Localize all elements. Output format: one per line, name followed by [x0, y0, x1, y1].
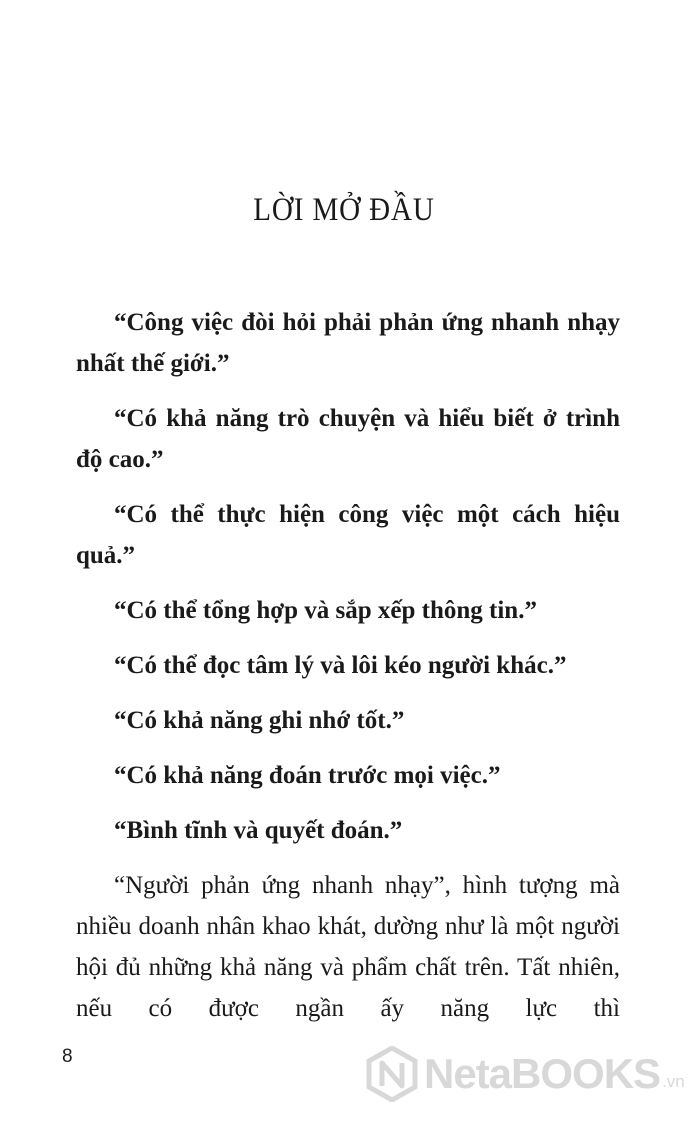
quote-6: “Có khả năng ghi nhớ tốt.” — [114, 707, 405, 734]
quote-1: “Công việc đòi hỏi phải phản ứng nhanh nhạy nhất thế giới.” — [76, 309, 620, 377]
quote-7: “Có khả năng đoán trước mọi việc.” — [114, 762, 501, 789]
netabooks-logo-icon — [366, 1046, 418, 1102]
page-number: 8 — [62, 1046, 73, 1067]
quote-4: “Có thể tổng hợp và sắp xếp thông tin.” — [114, 597, 537, 624]
page-title: LỜI MỞ ĐẦU — [253, 192, 435, 228]
watermark-suffix: .vn — [662, 1072, 685, 1091]
watermark — [366, 1044, 685, 1104]
watermark-brand: NetaBOOKS — [424, 1050, 661, 1097]
body-paragraph: “Người phản ứng nhanh nhạy”, hình tượng mà nhiều doanh nhân khao khát, dường như là một người hội đủ những khả năng và phẩm chất trên. Tất nhiên, nếu có được ngần ấy năng lực thì — [76, 872, 620, 1022]
quote-3: “Có thể thực hiện công việc một cách hiệu quả.” — [76, 501, 620, 569]
body-text — [76, 302, 620, 1029]
quote-8: “Bình tĩnh và quyết đoán.” — [114, 817, 403, 844]
quote-2: “Có khả năng trò chuyện và hiểu biết ở trình độ cao.” — [76, 405, 620, 473]
quote-5: “Có thể đọc tâm lý và lôi kéo người khác.” — [114, 652, 567, 679]
